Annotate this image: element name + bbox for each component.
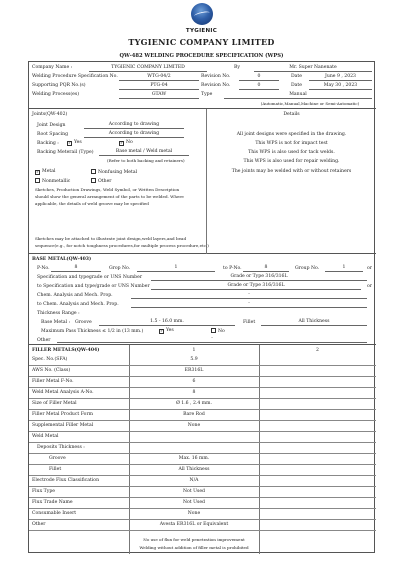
grp2-label: Group No. xyxy=(295,266,320,271)
filler-row-label: Electrode Flux Classification xyxy=(32,478,100,483)
revision-label-1: Revision No. xyxy=(201,74,231,79)
filler-row-label: Spec. No.(SFA) xyxy=(32,357,68,362)
sketches-text-4: Sketches may be attached to illustrate joint design,weld layers,and bead xyxy=(35,236,187,241)
backing-yes-option[interactable]: ✓ Yes xyxy=(68,140,82,146)
type-label: Type xyxy=(201,92,213,97)
filler-row-value: Ø 1.6 , 2.4 mm. xyxy=(176,401,212,406)
fillet-label: Fillet xyxy=(243,320,256,325)
logo-text: TYGIENIC xyxy=(185,28,218,35)
filler-other-note-2: Welding without addition of filler metal is prohibited xyxy=(139,545,249,550)
thickness-label: Thickness Range : xyxy=(37,311,80,316)
company-label: Company Name : xyxy=(32,65,73,70)
backing-material-value: Base metal / Weld metal xyxy=(99,149,189,156)
pno-label: P-No. xyxy=(37,266,50,271)
backing-label: Backing : xyxy=(37,141,59,146)
filler-row-divider xyxy=(29,420,376,421)
filler-row-label: Flux Trade Name xyxy=(32,500,73,505)
filler-row-divider xyxy=(29,530,376,531)
filler-row-divider xyxy=(29,475,376,476)
filler-row-value: ER316L xyxy=(184,368,204,373)
filler-row-value: None xyxy=(187,423,201,428)
sketches-text-1: Sketches, Production Drawings, Weld Symbol, or Written Description xyxy=(35,187,180,192)
filler-row-label: Filler Metal Product Form xyxy=(32,412,93,417)
unchecked-box-icon xyxy=(35,178,40,183)
globe-logo-icon xyxy=(191,3,213,25)
filler-row-divider xyxy=(29,442,376,443)
to-chem-value: - xyxy=(131,301,367,308)
wps-form xyxy=(28,61,375,553)
type-note: (Automatic,Manual,Machine or Semi-Automatic) xyxy=(260,101,360,106)
or-label-1: or xyxy=(367,266,372,271)
filler-row-divider xyxy=(29,398,376,399)
nonmetallic-option[interactable]: Nonmetallic xyxy=(35,178,70,184)
filler-row-divider xyxy=(29,431,376,432)
date-label-2: Date xyxy=(291,83,302,88)
filler-row-label: Supplemental Filler Metal xyxy=(32,423,94,428)
date-value-1: June 9 , 2023 xyxy=(309,74,372,81)
checked-icon: ✓ xyxy=(68,141,72,146)
filler-row-value: Not Used xyxy=(183,500,205,505)
maxpass-no-option[interactable]: No xyxy=(211,328,225,334)
pqr-value: PTG-04 xyxy=(119,83,199,90)
joints-section xyxy=(29,109,376,254)
backing-material-label: Backing Meterail (Type) xyxy=(37,150,94,155)
filler-row-divider xyxy=(29,409,376,410)
filler-row-value: Avesta ER316L or Equivalent xyxy=(159,522,229,527)
form-title: QW-482 WELDING PROCEDURE SPECIFICATION (WPS) xyxy=(119,53,284,59)
wps-label: Welding Procedure Specification No. xyxy=(32,74,118,79)
joint-note-3: This WPS is also used for tack welds. xyxy=(248,150,335,155)
base-metal-label: Base Metal : xyxy=(41,320,71,325)
revision-value-2: 0 xyxy=(239,83,279,90)
groove-value: 1.5 - 16.0 mm. xyxy=(99,319,235,326)
filler-row-value: All Thickness xyxy=(178,467,210,472)
backing-note: (Refer to both backing and retainers) xyxy=(107,158,185,163)
unchecked-box-icon xyxy=(211,328,216,333)
by-value: Mr. Super Nanenate xyxy=(254,65,372,72)
details-label: Details xyxy=(283,112,300,117)
joint-design-value: According to drawing xyxy=(84,122,184,129)
base-metal-section xyxy=(29,254,376,345)
sketches-text-3: applicable, the details of weld groove may be specified xyxy=(35,201,149,206)
filler-row-label: Size of Filler Metal xyxy=(32,401,77,406)
type-value: Manual xyxy=(224,92,372,99)
wps-value: WTG-04/2 xyxy=(119,74,199,81)
revision-label-2: Revision No. xyxy=(201,83,231,88)
filler-row-label: Weld Metal xyxy=(32,434,59,439)
base-other-label: Other xyxy=(37,338,51,343)
date-value-2: May 30 , 2023 xyxy=(309,83,372,90)
filler-row-divider xyxy=(29,519,376,520)
grp2-value: 1 xyxy=(325,265,363,272)
filler-row-value: 8 xyxy=(192,390,196,395)
revision-value-1: 0 xyxy=(239,74,279,81)
base-metal-title: BASE METAL(QW-403) xyxy=(32,257,92,262)
nonfusing-option[interactable]: Nonfusing Metal xyxy=(91,169,137,175)
joint-note-4: This WPS is also used for repair welding. xyxy=(243,159,340,164)
fillet-value: All Thickness xyxy=(261,319,367,326)
pqr-label: Supporting PQR No.(s) xyxy=(32,83,86,88)
filler-row-label: Filler Metal F-No. xyxy=(32,379,74,384)
backing-no-option[interactable]: ✓ No xyxy=(120,140,133,146)
joints-left xyxy=(29,109,207,254)
topno-label: to P-No. xyxy=(223,266,242,271)
filler-col-2: 2 xyxy=(316,348,319,353)
joint-design-label: Joint Design xyxy=(37,123,66,128)
logo xyxy=(0,3,403,35)
filler-row-value: Max. 16 mm. xyxy=(178,456,210,461)
filler-row-label: AWS No. (Class) xyxy=(32,368,71,373)
to-spec-label: to Specification and type/grade or UNS Number xyxy=(37,284,150,289)
filler-row-divider xyxy=(29,508,376,509)
maxpass-label: Maximum Pass Thickness ≤ 1/2 in (13 mm.) xyxy=(41,329,144,334)
spec-label: Specification and typegrade or UNS Number xyxy=(37,275,143,280)
filler-other-note-1: No use of flux for weld penetration improvement xyxy=(143,537,245,542)
process-label: Welding Process(es) xyxy=(32,92,80,97)
root-spacing-label: Root Spacing xyxy=(37,132,69,137)
company-value: TYGIENIC COMPANY LIMITED xyxy=(89,65,207,72)
joint-note-2: This WPS is not for impact test xyxy=(255,141,328,146)
filler-row-label: Deposits Thickness : xyxy=(37,445,85,450)
base-other-value: - xyxy=(57,336,367,343)
spec-value: Grade or Type 316/316L xyxy=(151,274,367,281)
filler-row-value: None xyxy=(187,511,201,516)
filler-row-value: Not Used xyxy=(183,489,205,494)
maxpass-yes-option[interactable]: ✓ Yes xyxy=(160,328,174,334)
root-spacing-value: According to drawing xyxy=(84,131,184,138)
checked-icon: ✓ xyxy=(120,141,124,146)
filler-row-label: Weld Metal Analysis A-No. xyxy=(32,390,94,395)
filler-row-value: 5.9 xyxy=(190,357,198,362)
filler-row-divider xyxy=(29,365,376,366)
joint-note-5: The joints may be welded with or without retainers xyxy=(231,169,352,174)
pno-value: 8 xyxy=(51,265,101,272)
unchecked-box-icon xyxy=(91,178,96,183)
joint-note-1: All joint designs were specified in the drawing. xyxy=(236,132,347,137)
chem-label: Chem. Analysis and Mech. Prop. xyxy=(37,293,113,298)
filler-row-value: N/A xyxy=(189,478,199,483)
filler-row-divider xyxy=(29,464,376,465)
joints-title: Joints(QW-402) xyxy=(32,112,68,117)
grp-label: Grop No. xyxy=(109,266,131,271)
to-chem-label: to Chem. Analysis and Mech. Prop. xyxy=(37,302,119,307)
filler-row-value: Bare Rod xyxy=(183,412,205,417)
company-heading: TYGIENIC COMPANY LIMITED xyxy=(128,37,275,47)
by-label: By xyxy=(234,65,240,70)
metal-option[interactable]: ✓ Metal xyxy=(36,169,56,175)
filler-row-label: Groove xyxy=(49,456,66,461)
sketches-text-2: should show the general arrangement of the parts to be welded. Where xyxy=(35,194,184,199)
filler-row-divider xyxy=(29,387,376,388)
filler-metal-section xyxy=(29,345,376,554)
grp-value: 1 xyxy=(137,265,215,272)
filler-row-divider xyxy=(29,486,376,487)
filler-row-label: Consumable Insert xyxy=(32,511,77,516)
filler-row-divider xyxy=(29,376,376,377)
topno-value: 8 xyxy=(243,265,289,272)
filler-col-1: 1 xyxy=(192,348,196,353)
filler-row-divider xyxy=(29,497,376,498)
date-label-1: Date xyxy=(291,74,302,79)
filler-row-label: Other xyxy=(32,522,46,527)
or-label-2: or xyxy=(367,284,372,289)
to-spec-value: Grade or Type 316/316L xyxy=(151,283,361,290)
filler-title: FILLER METALS(QW-404) xyxy=(32,348,100,353)
filler-row-label: Flux Type xyxy=(32,489,55,494)
unchecked-box-icon xyxy=(91,169,96,174)
filler-row-divider xyxy=(29,453,376,454)
checked-icon: ✓ xyxy=(160,329,164,334)
filler-row-value: 6 xyxy=(192,379,196,384)
header-section xyxy=(29,62,376,109)
filler-row-label: Fillet xyxy=(49,467,62,472)
groove-label: Groove xyxy=(75,320,92,325)
checked-icon: ✓ xyxy=(36,170,40,175)
other-option[interactable]: Other xyxy=(91,178,112,184)
process-value: GTAW xyxy=(119,92,199,99)
sketches-text-5: sequence(e.g., for notch toughness procedures,for multiple process procedure,etc.) xyxy=(35,243,209,248)
chem-value: - xyxy=(131,292,367,299)
joints-right xyxy=(207,109,376,254)
